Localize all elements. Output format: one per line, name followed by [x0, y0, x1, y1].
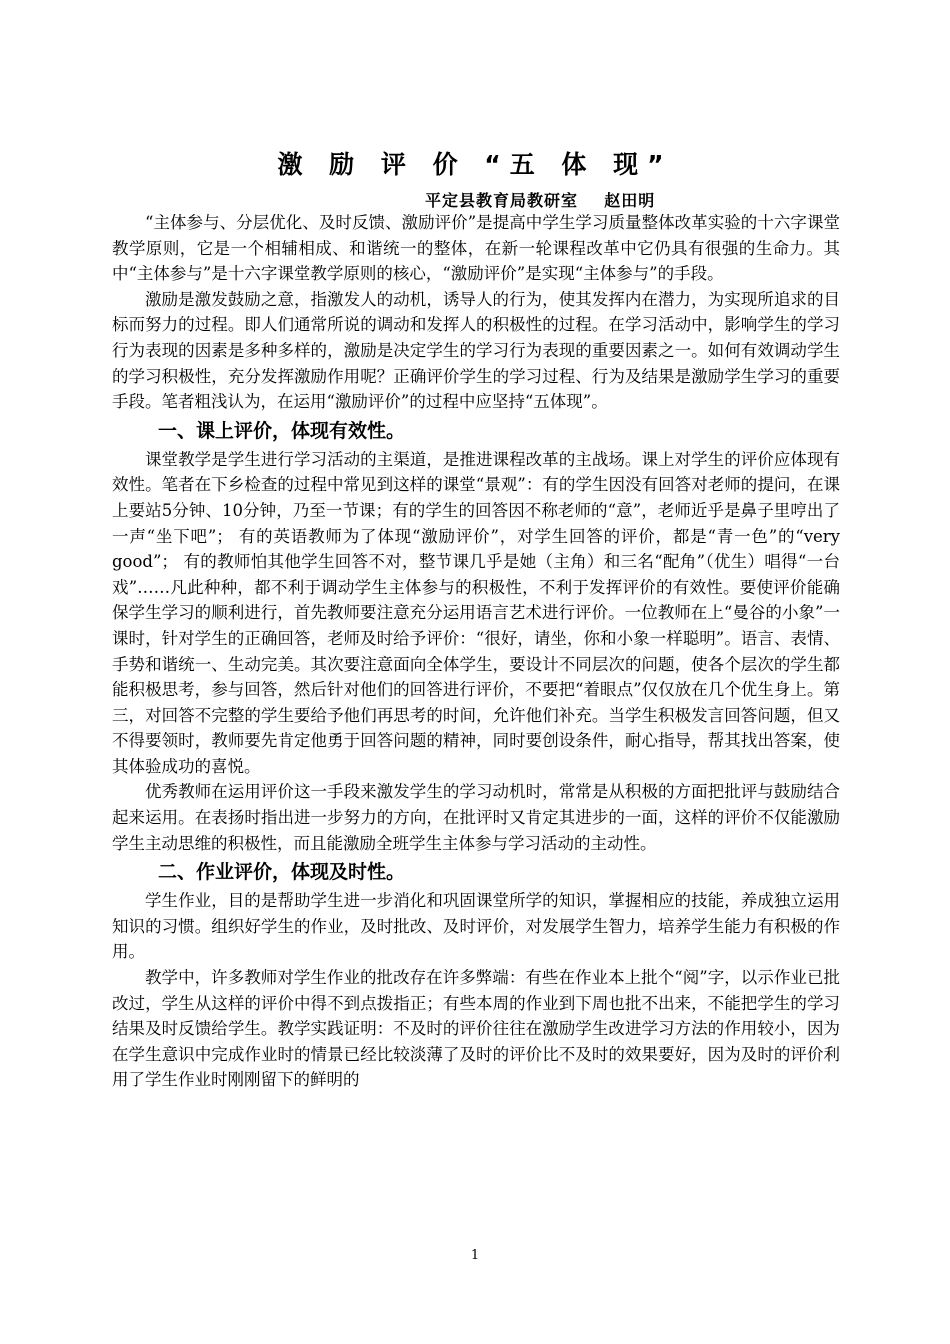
paragraph: “主体参与、分层优化、及时反馈、激励评价”是提高中学生学习质量整体改革实验的十六字课堂教学原则，它是一个相辅相成、和谐统一的整体，在新一轮课程改革中它仍具有很强的生命力。其中“主体参与”是十六字课堂教学原则的核心，“激励评价”是实现“主体参与”的手段。	[112, 213, 840, 284]
section-heading: 二、作业评价，体现及时性。	[158, 861, 406, 884]
author-line: 平定县教育局教研室 赵田明	[425, 191, 656, 210]
page-number: 1	[470, 1248, 480, 1263]
document-title: 激 励 评 价 “五 体 现”	[277, 150, 673, 179]
paragraph: 激励是激发鼓励之意，指激发人的动机，诱导人的行为，使其发挥内在潜力，为实现所追求的目标而努力的过程。即人们通常所说的调动和发挥人的积极性的过程。在学习活动中，影响学生的学习行为表现的因素是多种多样的，激励是决定学生的学习行为表现的重要因素之一。如何有效调动学生的学习积极性，充分发挥激励作用呢？正确评价学生的学习过程、行为及结果是激励学生学习的重要手段。笔者粗浅认为，在运用“激励评价”的过程中应坚持“五体现”。	[112, 289, 840, 412]
section-heading: 一、课上评价，体现有效性。	[158, 419, 406, 442]
paragraph: 优秀教师在运用评价这一手段来激发学生的学习动机时，常常是从积极的方面把批评与鼓励结合起来运用。在表扬时指出进一步努力的方向，在批评时又肯定其进步的一面，这样的评价不仅能激励学生主动思维的积极性，而且能激励全班学生主体参与学习活动的主动性。	[112, 782, 840, 853]
paragraph: 教学中，许多教师对学生作业的批改存在许多弊端：有些在作业本上批个“阅”字，以示作业已批改过，学生从这样的评价中得不到点拨指正；有些本周的作业到下周也批不出来，不能把学生的学习结果及时反馈给学生。教学实践证明：不及时的评价往往在激励学生改进学习方法的作用较小，因为在学生意识中完成作业时的情景已经比较淡薄了及时的评价比不及时的效果要好，因为及时的评价利用了学生作业时刚刚留下的鲜明的	[112, 968, 840, 1090]
paragraph: 课堂教学是学生进行学习活动的主渠道，是推进课程改革的主战场。课上对学生的评价应体现有效性。笔者在下乡检查的过程中常见到这样的课堂“景观”：有的学生因没有回答对老师的提问，在课上要站5分钟、10分钟，乃至一节课；有的学生的回答因不称老师的“意”，老师近乎是鼻子里哼出了一声“坐下吧”； 有的英语教师为了体现“激励评价”，对学生回答的评价，都是“青一色”的“very good”； 有的教师怕其他学生回答不对，整节课几乎是她（主角）和三名“配角”（优生）唱得“一台戏”……凡此种种，都不利于调动学生主体参与的积极性，不利于发挥评价的有效性。要使评价能确保学生学习的顺利进行，首先教师要注意充分运用语言艺术进行评价。一位教师在上“曼谷的小象”一课时，针对学生的正确回答，老师及时给予评价：“很好，请坐，你和小象一样聪明”。语言、表情、手势和谐统一、生动完美。其次要注意面向全体学生，要设计不同层次的问题，使各个层次的学生都能积极思考，参与回答，然后针对他们的回答进行评价，不要把“着眼点”仅仅放在几个优生身上。第三，对回答不完整的学生要给予他们再思考的时间，允许他们补充。当学生积极发言回答问题，但又不得要领时，教师要先肯定他勇于回答问题的精神，同时要创设条件，耐心指导，帮其找出答案，使其体验成功的喜悦。	[112, 449, 840, 776]
document-body	[112, 210, 840, 1093]
paragraph: 学生作业，目的是帮助学生进一步消化和巩固课堂所学的知识，掌握相应的技能，养成独立运用知识的习惯。组织好学生的作业，及时批改、及时评价，对发展学生智力，培养学生能力有积极的作用。	[112, 891, 840, 962]
